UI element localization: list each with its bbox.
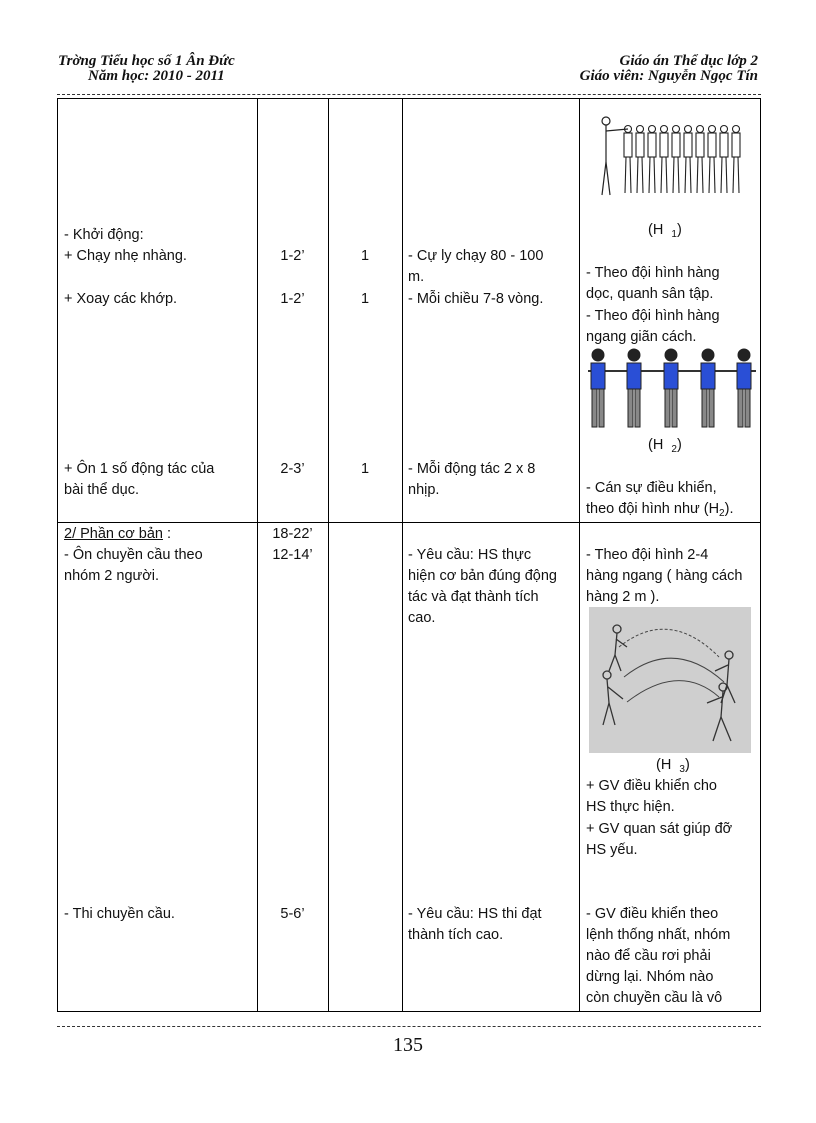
school-name: Trờng Tiểu học số 1 Ân Đức: [58, 53, 235, 69]
exercise-label: + Ôn 1 số động tác của: [64, 461, 215, 477]
joint-requirement: - Mỗi chiều 7-8 vòng.: [408, 291, 544, 307]
basic-time: 18-22’: [272, 526, 313, 542]
basic-title-text: 2/ Phần cơ bản: [64, 526, 163, 542]
pass-requirement: tác và đạt thành tích: [408, 589, 539, 605]
contest-label: - Thi chuyền cầu.: [64, 906, 175, 922]
contest-time: 5-6’: [280, 906, 305, 922]
exercise-requirement: - Mỗi động tác 2 x 8: [408, 461, 536, 477]
contest-requirement: - Yêu cầu: HS thi đạt: [408, 906, 542, 922]
m3-sub: 2: [719, 508, 725, 519]
method-line: + GV quan sát giúp đỡ: [586, 821, 733, 837]
h3-close: ): [684, 757, 690, 773]
m3-text: theo đội hình như (H: [586, 501, 720, 517]
method-line: còn chuyền cầu là vô: [586, 990, 723, 1006]
h2-close: ): [676, 437, 682, 453]
method-line: - Theo đội hình hàng: [586, 308, 720, 324]
h3-sub: 3: [679, 764, 685, 775]
teacher-name: Giáo viên: Nguyễn Ngọc Tín: [579, 68, 758, 84]
method-line: ngang giãn cách.: [586, 329, 697, 345]
basic-title-colon: :: [167, 526, 172, 542]
h1-close: ): [676, 222, 682, 238]
row-formation-figure: [586, 347, 758, 433]
run-time: 1-2’: [280, 248, 305, 264]
joint-time: 1-2’: [280, 291, 305, 307]
basic-section-title: [64, 524, 171, 545]
page-number: 135: [393, 1034, 423, 1056]
method-line: dừng lại. Nhóm nào: [586, 969, 714, 985]
joint-label: + Xoay các khớp.: [64, 291, 178, 307]
method-line: + GV điều khiển cho: [586, 778, 717, 794]
column-divider: [328, 99, 329, 1011]
lesson-table: [57, 98, 761, 1012]
header-divider: [57, 94, 761, 95]
contest-requirement: thành tích cao.: [408, 927, 504, 943]
subject-title: Giáo án Thể dục lớp 2: [619, 53, 758, 69]
joint-count: 1: [360, 291, 370, 307]
pass-time: 12-14’: [272, 547, 313, 563]
m3-close: ).: [724, 501, 734, 517]
h1-open: (H: [648, 222, 664, 238]
method-line: HS thực hiện.: [586, 799, 675, 815]
figure-caption-h2: [648, 435, 682, 460]
column-formation-figure: [598, 107, 748, 201]
method-line: - GV điều khiển theo: [586, 906, 719, 922]
exercise-time: 2-3’: [280, 461, 305, 477]
column-divider: [402, 99, 403, 1011]
pass-label: nhóm 2 người.: [64, 568, 159, 584]
figure-caption-h1: [648, 220, 682, 245]
method-line: - Cán sự điều khiển,: [586, 480, 717, 496]
run-label: + Chạy nhẹ nhàng.: [64, 248, 187, 264]
h1-sub: 1: [671, 229, 677, 240]
method-line: - Theo đội hình hàng: [586, 265, 720, 281]
method-line: dọc, quanh sân tập.: [586, 286, 714, 302]
pass-label: - Ôn chuyền cầu theo: [64, 547, 203, 563]
exercise-label: bài thể dục.: [64, 482, 139, 498]
pass-requirement: - Yêu cầu: HS thực: [408, 547, 532, 563]
column-divider: [579, 99, 580, 1011]
method-line: [586, 499, 733, 524]
exercise-requirement: nhịp.: [408, 482, 440, 498]
warmup-title: - Khởi động:: [64, 227, 144, 243]
run-requirement: - Cự ly chạy 80 - 100: [408, 248, 544, 264]
pass-requirement: cao.: [408, 610, 436, 626]
method-line: hàng ngang ( hàng cách: [586, 568, 743, 584]
run-count: 1: [360, 248, 370, 264]
method-line: nào để cầu rơi phải: [586, 948, 711, 964]
exercise-count: 1: [360, 461, 370, 477]
h2-open: (H: [648, 437, 664, 453]
method-line: HS yếu.: [586, 842, 638, 858]
h3-open: (H: [656, 757, 672, 773]
method-line: lệnh thống nhất, nhóm: [586, 927, 731, 943]
pass-requirement: hiện cơ bản đúng động: [408, 568, 557, 584]
shuttlecock-passing-figure: [589, 607, 751, 753]
run-requirement: m.: [408, 269, 425, 285]
school-year: Năm học: 2010 - 2011: [88, 68, 225, 84]
method-line: - Theo đội hình 2-4: [586, 547, 709, 563]
method-line: hàng 2 m ).: [586, 589, 660, 605]
footer-divider: [57, 1026, 761, 1027]
h2-sub: 2: [671, 444, 677, 455]
